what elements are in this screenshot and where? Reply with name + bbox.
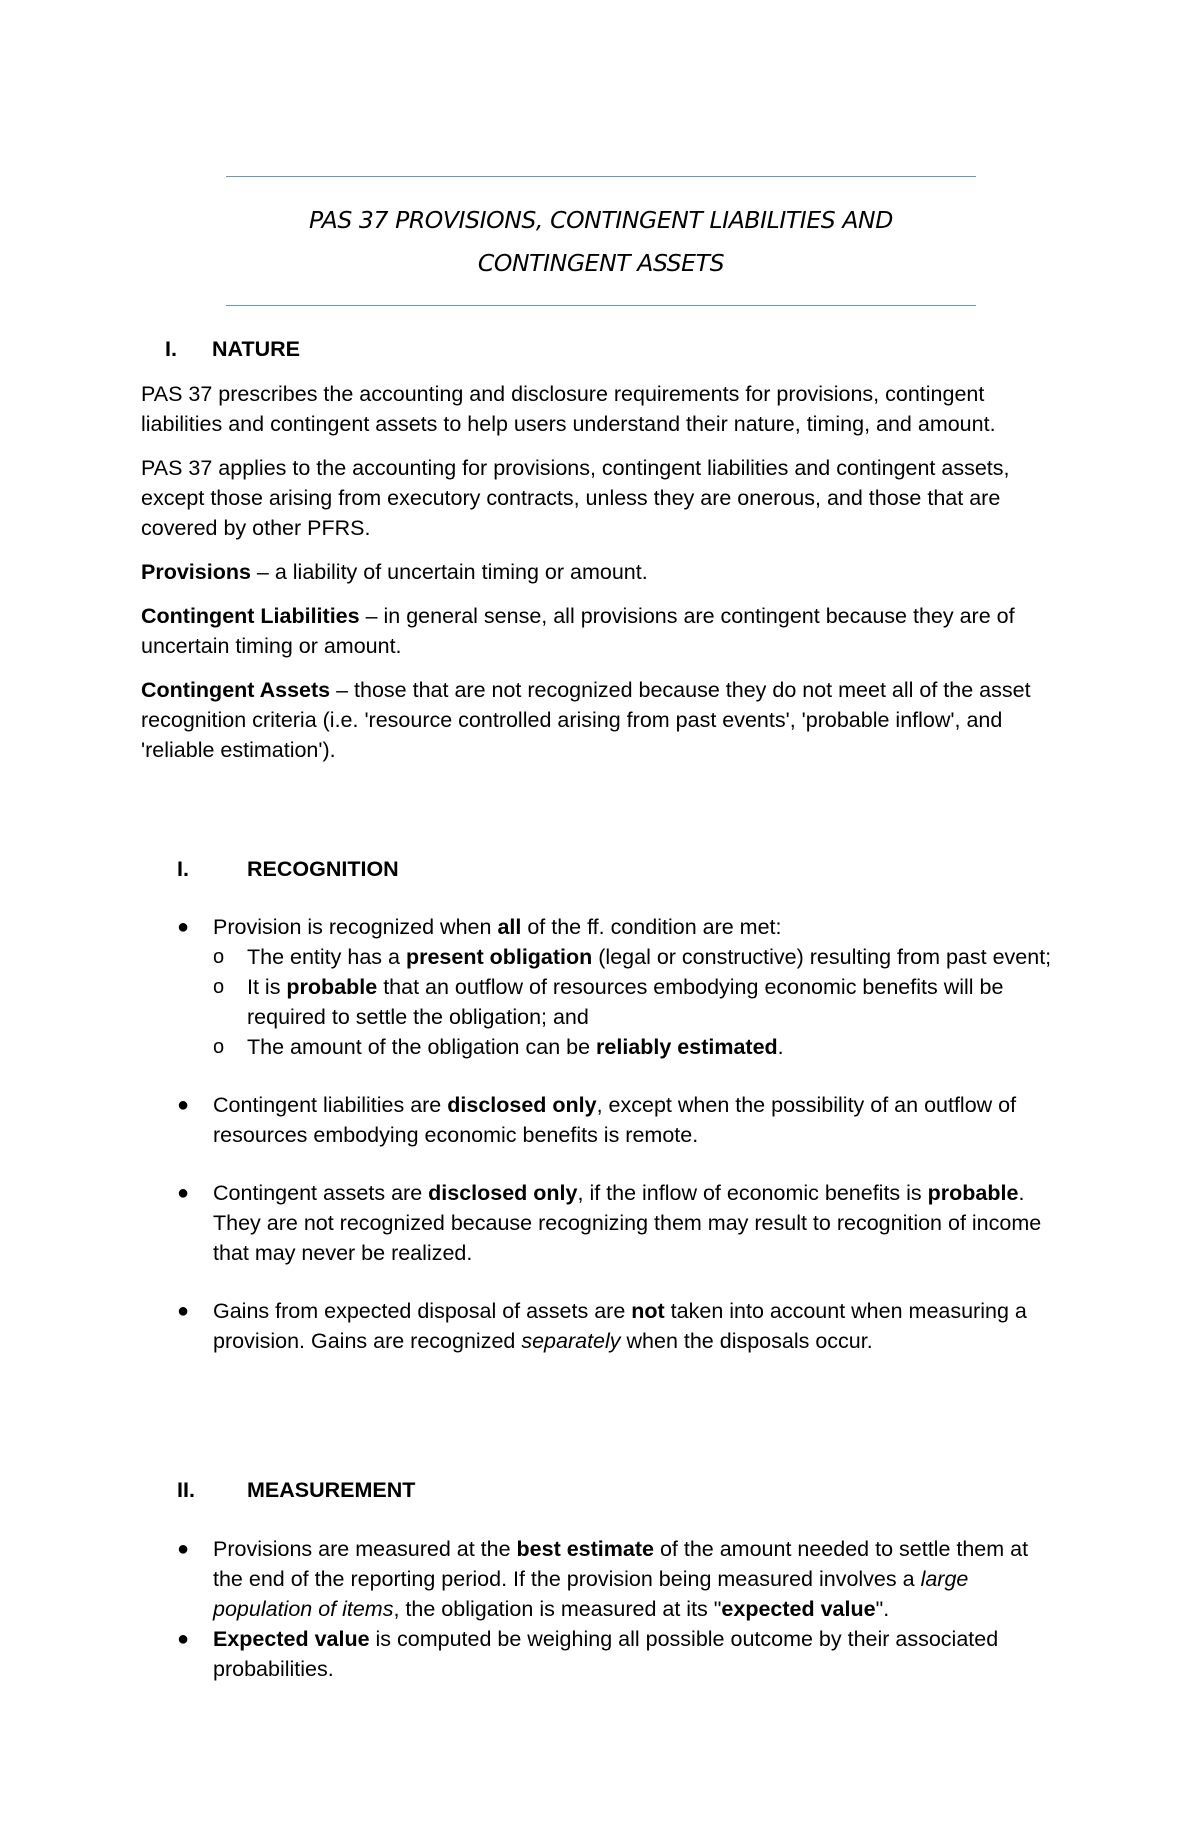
- bullet-icon: ●: [177, 1182, 190, 1204]
- bullet-icon: ●: [177, 916, 190, 938]
- document-title: [226, 176, 976, 306]
- definition-text: – those that are not recognized because they do not meet all of the asset recognition criteria (i.e. 'resource controlled arising from past events', 'probable inflow', and 'reliable estimation').: [141, 678, 1031, 762]
- definition-contingent-liabilities: [141, 601, 1066, 661]
- definition-text: – a liability of uncertain timing or amount.: [250, 560, 648, 584]
- sub-list-item: o It is probable that an outflow of resources embodying economic benefits will be required to settle the obligation; and: [141, 972, 1057, 1032]
- section-number: I.: [165, 337, 177, 361]
- list-item: ● Contingent assets are disclosed only, if the inflow of economic benefits is probable. They are not recognized because recognizing them may result to recognition of income that may never be realized.: [177, 1178, 1057, 1268]
- nature-paragraph-1: PAS 37 prescribes the accounting and disclosure requirements for provisions, contingent liabilities and contingent assets to help users understand their nature, timing, and amount.: [141, 382, 996, 436]
- section-number: I.: [177, 857, 189, 881]
- section-heading-measurement: [177, 1475, 577, 1505]
- measurement-list: [177, 1534, 1057, 1684]
- section-title: RECOGNITION: [247, 857, 399, 881]
- title-line-1: PAS 37 PROVISIONS, CONTINGENT LIABILITIES AND: [309, 206, 893, 234]
- sub-bullet-icon: o: [213, 976, 225, 998]
- nature-paragraph-2: PAS 37 applies to the accounting for provisions, contingent liabilities and contingent assets, except those arising from executory contracts, unless they are onerous, and those that are covered by other PFRS.: [141, 456, 1010, 540]
- sub-list-item: o The entity has a present obligation (legal or constructive) resulting from past event;: [141, 942, 1057, 972]
- definition-contingent-assets: [141, 675, 1066, 765]
- section-heading-recognition: [177, 854, 577, 884]
- list-item: ● Provisions are measured at the best estimate of the amount needed to settle them at the end of the reporting period. If the provision being measured involves a large population of items, the obligation is measured at its "expected value".: [177, 1534, 1057, 1624]
- section-title: MEASUREMENT: [247, 1478, 416, 1502]
- list-item: ● Gains from expected disposal of assets are not taken into account when measuring a provision. Gains are recognized separately when the disposals occur.: [177, 1296, 1057, 1356]
- sub-bullet-icon: o: [213, 1036, 225, 1058]
- bullet-icon: ●: [177, 1628, 190, 1650]
- definition-text: – in general sense, all provisions are contingent because they are of uncertain timing or amount.: [141, 604, 1015, 658]
- bullet-icon: ●: [177, 1538, 190, 1560]
- sub-bullet-icon: o: [213, 946, 225, 968]
- section-number: II.: [177, 1478, 195, 1502]
- recognition-list: [177, 912, 1057, 1356]
- title-line-2: CONTINGENT ASSETS: [477, 249, 725, 277]
- bullet-icon: ●: [177, 1094, 190, 1116]
- definition-provisions: [141, 557, 1066, 587]
- definition-term: Contingent Liabilities: [141, 604, 360, 628]
- section-heading-nature: [165, 334, 565, 364]
- list-item: ● Contingent liabilities are disclosed only, except when the possibility of an outflow of resources embodying economic benefits is remote.: [177, 1090, 1057, 1150]
- section-title: NATURE: [212, 337, 300, 361]
- definition-term: Contingent Assets: [141, 678, 331, 702]
- list-item: ● Expected value is computed be weighing all possible outcome by their associated probabilities.: [177, 1624, 1057, 1684]
- list-item: ● Provision is recognized when all of the ff. condition are met:: [177, 912, 1057, 942]
- bullet-icon: ●: [177, 1300, 190, 1322]
- definition-term: Provisions: [141, 560, 251, 584]
- nature-body: [141, 379, 1066, 765]
- sub-list-item: o The amount of the obligation can be reliably estimated.: [141, 1032, 1057, 1062]
